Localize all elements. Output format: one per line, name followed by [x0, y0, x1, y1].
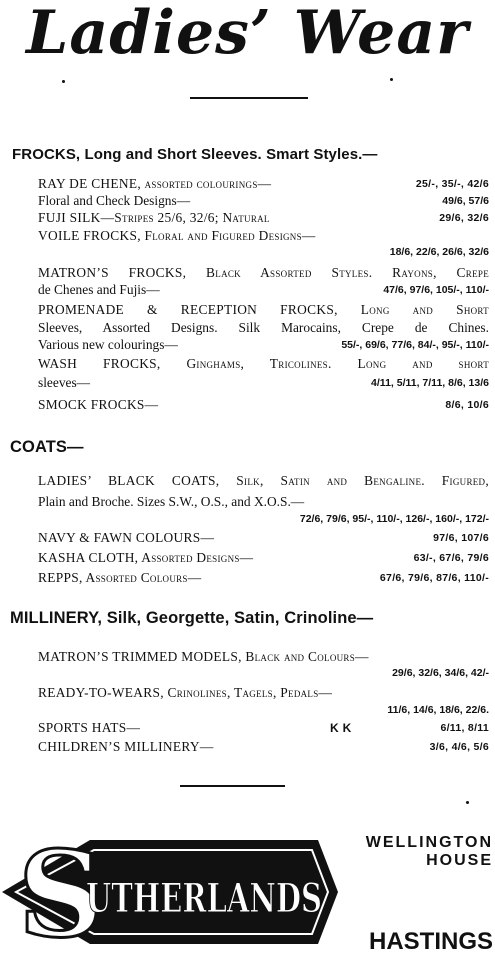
- page-title: Ladies’ Wear: [26, 0, 469, 68]
- print-speck: [390, 78, 393, 81]
- millinery-heading: MILLINERY, Silk, Georgette, Satin, Crinoline—: [10, 609, 374, 627]
- millinery-line: SPORTS HATS— K K 6/11, 8/11: [38, 720, 489, 735]
- sutherlands-logo: [0, 826, 340, 958]
- frocks-line: sleeves— 4/11, 5/11, 7/11, 8/6, 13/6: [38, 375, 489, 390]
- frocks-line: de Chenes and Fujis— 47/6, 97/6, 105/-, 110/-: [38, 282, 489, 297]
- frocks-line: WASH FROCKS, Ginghams, Tricolines. Long and short: [38, 356, 489, 371]
- frocks-line: 18/6, 22/6, 26/6, 32/6: [389, 246, 489, 258]
- frocks-line: MATRON’S FROCKS, Black Assorted Styles. Rayons, Crepe: [38, 265, 489, 280]
- coats-line: NAVY & FAWN COLOURS— 97/6, 107/6: [38, 530, 489, 545]
- print-speck: [62, 80, 65, 83]
- millinery-line: 11/6, 14/6, 18/6, 22/6.: [387, 704, 489, 716]
- frocks-line: PROMENADE & RECEPTION FROCKS, Long and Short: [38, 302, 489, 317]
- millinery-line: READY-TO-WEARS, Crinolines, Tagels, Pedals—: [38, 685, 333, 700]
- frocks-line: Floral and Check Designs— 49/6, 57/6: [38, 193, 489, 208]
- frocks-line: FUJI SILK—Stripes 25/6, 32/6; Natural 29/6, 32/6: [38, 210, 489, 225]
- print-speck: [466, 801, 469, 804]
- frocks-line: RAY DE CHENE, assorted colourings— 25/-, 35/-, 42/6: [38, 176, 489, 191]
- frocks-line: Sleeves, Assorted Designs. Silk Marocains, Crepe de Chines.: [38, 320, 489, 335]
- millinery-line: CHILDREN’S MILLINERY— 3/6, 4/6, 5/6: [38, 739, 489, 754]
- coats-line: KASHA CLOTH, Assorted Designs— 63/-, 67/6, 79/6: [38, 550, 489, 565]
- frocks-line: SMOCK FROCKS— 8/6, 10/6: [38, 397, 489, 412]
- frocks-line: Various new colourings— 55/-, 69/6, 77/6, 84/-, 95/-, 110/-: [38, 337, 489, 352]
- coats-heading: COATS—: [10, 438, 84, 456]
- millinery-line: 29/6, 32/6, 34/6, 42/-: [392, 667, 489, 679]
- coats-line: Plain and Broche. Sizes S.W., O.S., and X.O.S.—: [38, 494, 305, 509]
- logo-text: UTHERLANDS: [86, 875, 322, 922]
- title-rule: [190, 97, 308, 99]
- house-label: HOUSE: [426, 852, 493, 869]
- svg-text:S: S: [18, 825, 104, 958]
- coats-line: REPPS, Assorted Colours— 67/6, 79/6, 87/6, 110/-: [38, 570, 489, 585]
- frocks-heading: FROCKS, Long and Short Sleeves. Smart Styles.—: [12, 146, 378, 163]
- footer-rule: [180, 785, 285, 787]
- frocks-line: VOILE FROCKS, Floral and Figured Designs—: [38, 228, 316, 243]
- coats-line: LADIES’ BLACK COATS, Silk, Satin and Bengaline. Figured,: [38, 473, 489, 488]
- hastings-label: HASTINGS: [368, 928, 493, 955]
- coats-line: 72/6, 79/6, 95/-, 110/-, 126/-, 160/-, 172/-: [299, 513, 489, 525]
- wellington-label: WELLINGTON: [365, 834, 493, 851]
- millinery-line: MATRON’S TRIMMED MODELS, Black and Colours—: [38, 649, 369, 664]
